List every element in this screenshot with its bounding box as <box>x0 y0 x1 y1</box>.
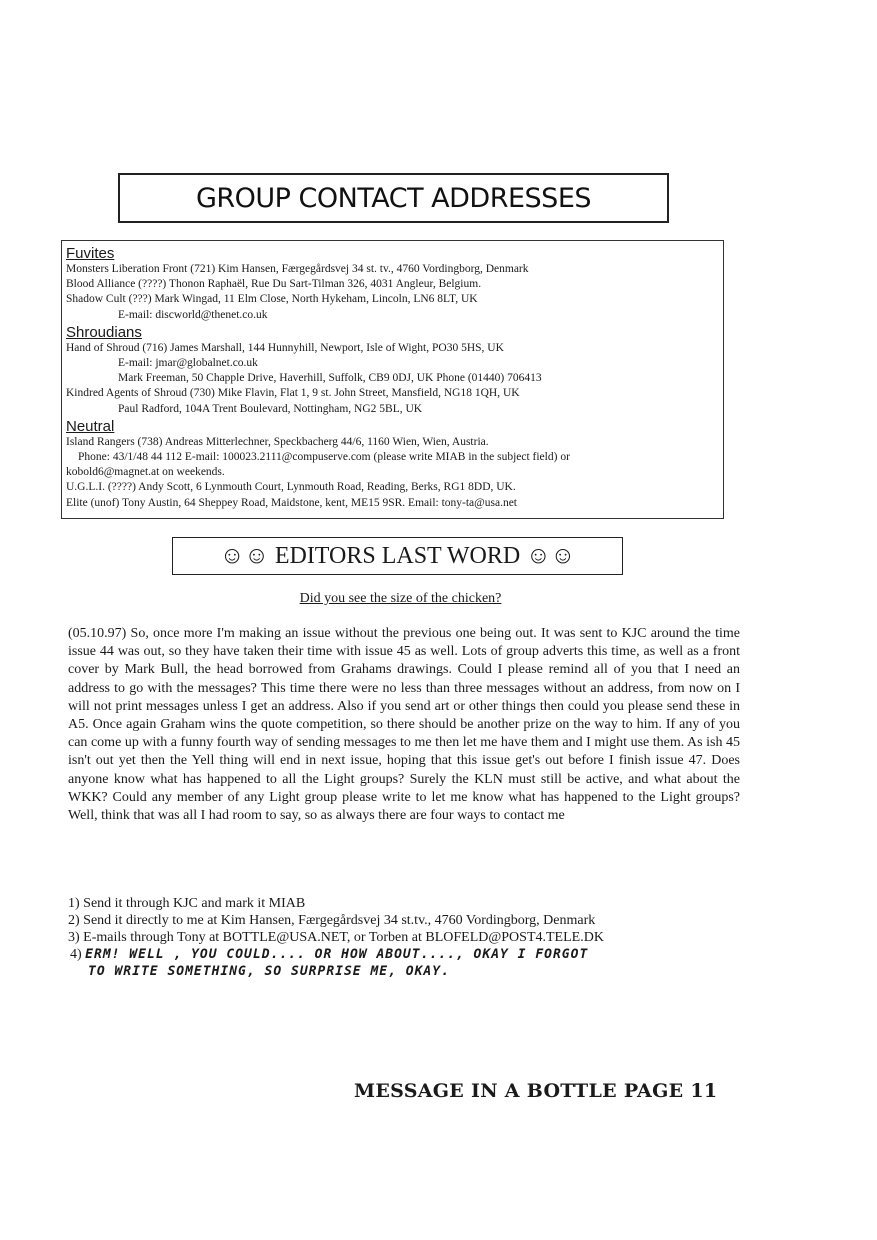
section-heading-shroudians: Shroudians <box>66 323 142 341</box>
contact-line: Blood Alliance (????) Thonon Raphaël, Rue Du Sart-Tilman 326, 4031 Angleur, Belgium. <box>66 278 482 291</box>
contact-line: kobold6@magnet.at on weekends. <box>66 466 225 479</box>
contact-line: Mark Freeman, 50 Chapple Drive, Haverhill, Suffolk, CB9 0DJ, UK Phone (01440) 706413 <box>118 372 542 385</box>
editors-paragraph: (05.10.97) So, once more I'm making an issue without the previous one being out. It was sent to KJC around the time issue 44 was out, so they have taken their time with issue 45 as well. Lots of group adverts this time, as well as a front cover by Mark Bull, the head borrowed from Grahams drawings. Could I please remind all of you that I need an address to go with the messages? This time there were no less than three messages without an address, from now on I will not print messages unless I get an address. Also if you send art or other things then could you please send these in A5. Once again Graham wins the quote competition, so there should be another prize on the way to him. If any of you can come up with a funny fourth way of sending messages to me then let me have them and I might use them. As ish 45 isn't out yet then the Yell thing will end in next issue, hoping that this issue get's out before I finish issue 47. Does anyone know what has happened to all the Light groups? Surely the KLN must still be active, and what about the WKK? Could any member of any Light group please write to let me know what has happened to the Light groups? Well, think that was all I had room to say, so as always there are four ways to contact me <box>68 626 740 824</box>
contact-line: Shadow Cult (???) Mark Wingad, 11 Elm Close, North Hykeham, Lincoln, LN6 8LT, UK <box>66 293 478 306</box>
contact-ways-list <box>68 895 740 980</box>
contact-line: Monsters Liberation Front (721) Kim Hansen, Færgegårdsvej 34 st. tv., 4760 Vordingborg, Denmark <box>66 263 529 275</box>
editors-banner <box>172 537 623 575</box>
way-item: 2) Send it directly to me at Kim Hansen, Færgegårdsvej 34 st.tv., 4760 Vordingborg, Denmark <box>68 913 596 928</box>
editors-subtitle: Did you see the size of the chicken? <box>299 591 502 606</box>
handwritten-text: TO WRITE SOMETHING, SO SURPRISE ME, OKAY. <box>88 964 450 979</box>
contact-line: U.G.L.I. (????) Andy Scott, 6 Lynmouth Court, Lynmouth Road, Reading, Berks, RG1 8DD, UK. <box>66 481 516 494</box>
page-title: GROUP CONTACT ADDRESSES <box>195 182 592 214</box>
way-item: 3) E-mails through Tony at BOTTLE@USA.NET, or Torben at BLOFELD@POST4.TELE.DK <box>68 930 604 945</box>
way-item: 1) Send it through KJC and mark it MIAB <box>68 896 306 911</box>
editors-subtitle-row <box>0 591 877 607</box>
contact-email: E-mail: discworld@thenet.co.uk <box>118 308 268 321</box>
contact-line: Paul Radford, 104A Trent Boulevard, Nottingham, NG2 5BL, UK <box>118 402 423 415</box>
contact-line: Hand of Shroud (716) James Marshall, 144 Hunnyhill, Newport, Isle of Wight, PO30 5HS, UK <box>66 341 504 354</box>
way-item-handwritten-cont <box>68 963 740 980</box>
way-item-handwritten <box>68 946 740 963</box>
page-footer: MESSAGE IN A BOTTLE PAGE 11 <box>354 1080 718 1102</box>
contact-line: Elite (unof) Tony Austin, 64 Sheppey Road, Maidstone, kent, ME15 9SR. Email: tony-ta@usa.net <box>66 496 517 509</box>
editors-body <box>68 625 740 825</box>
way-number: 4) <box>70 947 82 962</box>
contact-email: E-mail: jmar@globalnet.co.uk <box>118 357 258 370</box>
section-heading-fuvites: Fuvites <box>66 245 115 262</box>
editors-heading: ☺☺ EDITORS LAST WORD ☺☺ <box>219 542 576 569</box>
contact-line: Phone: 43/1/48 44 112 E-mail: 100023.2111@compuserve.com (please write MIAB in the subject field) or <box>78 451 570 464</box>
contacts-panel <box>61 240 724 519</box>
section-heading-neutral: Neutral <box>66 417 115 435</box>
contact-line: Kindred Agents of Shroud (730) Mike Flavin, Flat 1, 9 st. John Street, Mansfield, NG18 1QH, UK <box>66 387 520 400</box>
title-banner <box>118 173 669 223</box>
contact-line: Island Rangers (738) Andreas Mitterlechner, Speckbacherg 44/6, 1160 Wien, Wien, Austria. <box>66 435 489 448</box>
handwritten-text: ERM! WELL , YOU COULD.... OR HOW ABOUT...., OKAY I FORGOT <box>85 947 589 962</box>
